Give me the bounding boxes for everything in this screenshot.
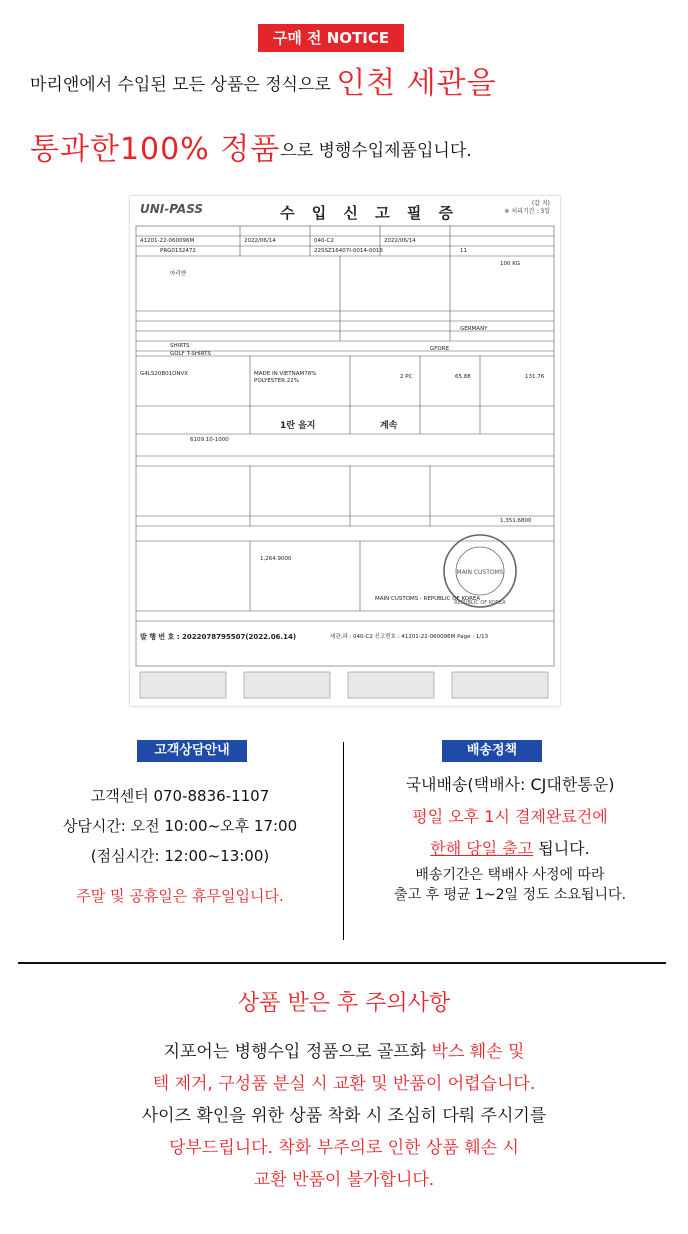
intro-line-2-highlight: 통과한100% 정품 — [30, 132, 281, 167]
column-divider — [343, 742, 344, 940]
intro-line-1-highlight: 인천 세관을 — [336, 66, 497, 101]
unipass-logo: UNI-PASS — [140, 202, 204, 216]
model: G4LS20B01ONVX — [140, 371, 189, 377]
same-day-shipping — [345, 838, 675, 860]
caution-line-2 — [0, 1072, 688, 1096]
intro-line-1 — [30, 62, 670, 107]
amount: 131.76 — [525, 374, 545, 380]
intro-line-2-text: 으로 병행수입제품입니다. — [280, 141, 472, 161]
package-count: 11 — [460, 248, 467, 254]
domestic-shipping: 국내배송(택배사: CJ대한통운) — [405, 775, 615, 794]
processing-period: ※ 처리기간 : 3일 — [504, 208, 550, 215]
payment-rate: 1,351.6800 — [500, 518, 532, 524]
import-declaration-document — [130, 196, 560, 706]
arrival-date: 2022/06/14 — [384, 238, 416, 244]
payment-cutoff: 평일 오후 1시 결제완료건에 — [412, 807, 608, 826]
caution-line-5 — [0, 1168, 688, 1192]
bl-no: PRG0132472 — [160, 248, 196, 254]
brand: GFORE — [430, 346, 450, 352]
cargo-mgmt-no: 22SSZ16407I-0014-0016 — [314, 248, 383, 254]
item-name: SHIRTS — [170, 343, 190, 349]
same-day-suffix: 됩니다. — [533, 839, 590, 858]
quantity: 2 PC — [400, 374, 413, 380]
lunch-hours: (점심시간: 12:00~13:00) — [90, 847, 270, 865]
customs-code: 040-C2 — [314, 238, 334, 244]
weight: 100 KG — [500, 261, 521, 267]
svg-text:MAIN CUSTOMS: MAIN CUSTOMS — [456, 569, 504, 576]
declaration-no: 41201-22-060096M — [140, 238, 195, 244]
hs-code: 6109.10-1000 — [190, 437, 229, 443]
shipping-policy-tag: 배송정책 — [442, 740, 542, 762]
shipping-policy-section — [345, 740, 675, 940]
document-grid — [130, 196, 560, 706]
caution-title: 상품 받은 후 주의사항 — [237, 991, 451, 1016]
trade-name: GOLF T-SHIRTS — [170, 351, 211, 357]
customer-center-phone: 고객센터 070-8836-1107 — [90, 787, 270, 805]
declaration-date: 2022/06/14 — [244, 238, 276, 244]
origin: MADE IN VIETNAM78% POLYESTER 22% — [254, 371, 317, 384]
customer-service-tag: 고객상담안내 — [137, 740, 247, 762]
consult-hours: 상담시간: 오전 10:00~오후 17:00 — [62, 817, 298, 835]
importer: 마리앤 — [170, 271, 186, 277]
continued-label: 계속 — [380, 421, 398, 431]
bottom-reference: 세관.과 : 040-C2 신고번호 : 41201-22-060096M Page : 1/13 — [330, 634, 489, 640]
caution-line-1-text: 지포어는 병행수입 정품으로 골프화 — [163, 1042, 432, 1062]
document-title: 수 입 신 고 필 증 — [280, 204, 460, 222]
stamp-text: MAIN CUSTOMS · REPUBLIC OF KOREA — [375, 596, 481, 602]
caution-line-5-red: 교환 반품이 불가합니다. — [253, 1170, 435, 1190]
shipping-period-2: 출고 후 평균 1~2일 정도 소요됩니다. — [393, 887, 627, 903]
intro-line-2 — [30, 128, 670, 173]
notice-badge: 구매 전 NOTICE — [258, 24, 404, 52]
corner-label: (갑 지) — [531, 200, 550, 207]
customer-service-section — [20, 740, 340, 940]
caution-line-1 — [0, 1040, 688, 1064]
section-divider — [18, 962, 666, 964]
law-section: 1란 을지 — [280, 421, 316, 431]
issue-number: 발 행 번 호 : 2022078795507(2022.06.14) — [140, 633, 297, 641]
unit-price: 65.88 — [455, 374, 471, 380]
shipping-period-1: 배송기간은 택배사 사정에 따라 — [415, 867, 605, 883]
document-corner — [504, 200, 550, 216]
caution-line-1-red: 박스 훼손 및 — [431, 1042, 525, 1062]
caution-line-3: 사이즈 확인을 위한 상품 착화 시 조심히 다뤄 주시기를 — [141, 1106, 547, 1126]
holiday-notice: 주말 및 공휴일은 휴무일입니다. — [76, 887, 284, 905]
caution-line-2-red: 텍 제거, 구성품 분실 시 교환 및 반품이 어렵습니다. — [152, 1074, 536, 1094]
same-day-emphasis: 한해 당일 출고 — [430, 839, 534, 858]
overseas-supplier: GERMANY — [460, 326, 488, 332]
total-rate: 1,264.9000 — [260, 556, 292, 562]
caution-line-4 — [0, 1136, 688, 1160]
svg-text:REPUBLIC OF KOREA: REPUBLIC OF KOREA — [454, 600, 506, 606]
intro-line-1-text: 마리앤에서 수입된 모든 상품은 정식으로 — [30, 75, 337, 95]
caution-line-4-red: 당부드립니다. 착화 부주의로 인한 상품 훼손 시 — [169, 1138, 519, 1158]
